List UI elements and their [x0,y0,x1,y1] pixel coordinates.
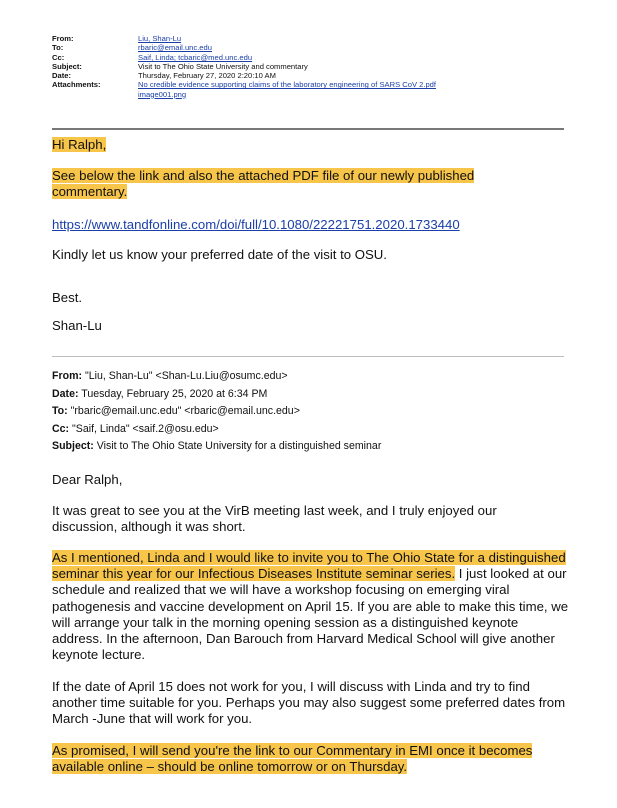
fwd-label: Cc: [52,422,70,435]
fwd-from: "Liu, Shan-Lu" <Shan-Lu.Liu@osumc.edu> [84,370,288,382]
subject-value: Visit to The Ohio State University and commentary [138,61,308,71]
fwd-label: To: [52,405,68,418]
reply-greeting-block [52,137,572,153]
forward-divider [52,356,564,357]
fwd-from-row [52,368,562,386]
reply-signature: Shan-Lu [52,318,102,333]
fwd-cc-row [52,421,562,439]
original-para4-block [52,743,572,775]
reply-closing-block [52,290,572,306]
fwd-subject-row [52,438,562,456]
header-row-to [52,43,562,52]
original-para2-highlight: As I mentioned, Linda and I would like to invite you to The Ohio State for a distinguished seminar this year for our Infectious Diseases Institute seminar series. [52,550,566,582]
header-label: Cc: [52,52,65,62]
date-value: Thursday, February 27, 2020 2:20:10 AM [138,71,276,81]
header-label: Subject: [52,61,82,71]
cc-link[interactable]: Saif, Linda; tcbaric@med.unc.edu [138,52,253,62]
header-row-attachments [52,80,562,89]
reply-para1: See below the link and also the attached PDF file of our newly published commentary. [52,168,475,200]
attachment-pdf-link[interactable]: No credible evidence supporting claims of the laboratory engineering of SARS CoV 2.pdf [138,80,437,90]
original-para1-block [52,503,522,535]
original-para3: If the date of April 15 does not work for you, I will discuss with Linda and try to find another time suitable for you. Perhaps you may also suggest some preferred dates from March -June that will work for you. [52,679,566,727]
original-para3-block [52,679,572,728]
to-link[interactable]: rbaric@email.unc.edu [138,43,212,53]
original-para2-rest: I just looked at our schedule and realized that we will have a workshop focusing on emerging viral pathogenesis and vaccine development on April 15. If you are able to make this time, we will arrange your talk in the morning opening session as a distinguished keynote address. In the afternoon, Dan Barouch from Harvard Medical School will give another keynote lecture. [52,566,569,663]
fwd-date-row [52,386,562,404]
original-para1: It was great to see you at the VirB meeting last week, and I truly enjoyed our discussion, although it was short. [52,503,497,535]
reply-para2: Kindly let us know your preferred date of the visit to OSU. [52,247,387,262]
header-label: To: [52,43,64,53]
original-greeting-block [52,472,572,488]
original-greeting: Dear Ralph, [52,472,123,487]
header-label: Date: [52,71,71,81]
reply-para1-block [52,168,492,200]
fwd-to: "rbaric@email.unc.edu" <rbaric@email.unc.edu> [70,405,300,418]
fwd-label: Subject: [52,440,94,453]
reply-closing: Best. [52,290,83,305]
header-row-cc [52,53,562,62]
header-divider [52,128,564,130]
fwd-cc: "Saif, Linda" <saif.2@osu.edu> [72,422,219,435]
fwd-to-row [52,403,562,421]
forwarded-header [52,368,562,456]
fwd-subject: Visit to The Ohio State University for a distinguished seminar [96,440,382,453]
fwd-label: From: [52,370,83,382]
header-label [52,90,138,99]
reply-greeting: Hi Ralph, [52,137,107,152]
header-label: From: [52,34,74,43]
email-header [52,34,562,99]
reply-signature-block [52,318,572,334]
original-para4: As promised, I will send you're the link to our Commentary in EMI once it becomes available online – should be online tomorrow or on Thursday. [52,743,533,775]
commentary-url-link[interactable]: https://www.tandfonline.com/doi/full/10.1080/22221751.2020.1733440 [52,217,460,232]
original-para2-block [52,550,572,663]
attachment-image-link[interactable]: image001.png [138,89,187,99]
header-row-subject [52,62,562,71]
header-label: Attachments: [52,80,101,90]
header-row-from [52,34,562,43]
from-link[interactable]: Liu, Shan-Lu [138,34,182,43]
header-row-attachments-2 [52,90,562,99]
fwd-label: Date: [52,387,79,400]
reply-para2-block [52,247,572,263]
header-row-date [52,71,562,80]
fwd-date: Tuesday, February 25, 2020 at 6:34 PM [81,387,268,400]
reply-url-block [52,217,572,233]
